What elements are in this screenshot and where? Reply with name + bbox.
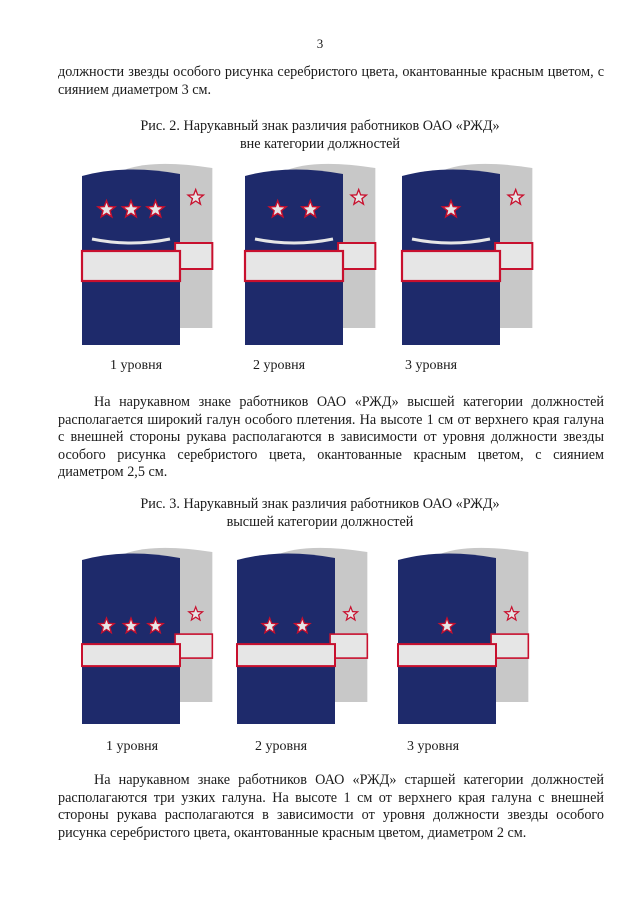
intro-paragraph: должности звезды особого рисунка серебристого цвета, окантованные красным цветом, с сиянием диаметром 3 см. — [58, 64, 604, 98]
figure2-level-1: 1 уровня — [110, 358, 163, 373]
paragraph-higher-category: На нарукавном знаке работников ОАО «РЖД» высшей категории должностей располагается широкий галун особого плетения. На высоте 1 см от верхнего края галуна с внешней стороны рукава располагаются в зависимости от уровня должности звезды особого рисунка серебристого цвета, окантованные красным цветом, с сиянием диаметром 2,5 см. — [58, 394, 604, 481]
sleeve-patch-3 — [402, 164, 532, 345]
figure3-level-2: 2 уровня — [255, 739, 308, 754]
figure3-caption-line1: Рис. 3. Нарукавный знак различия работников ОАО «РЖД» — [140, 496, 500, 512]
sleeve-patch-2 — [245, 164, 375, 345]
figure3-patches — [0, 540, 640, 725]
front-patch — [398, 553, 496, 724]
narrow-galloon — [398, 644, 496, 666]
figure2-patches — [0, 150, 640, 345]
figure3-caption-line2: высшей категории должностей — [226, 513, 414, 530]
narrow-galloon — [82, 644, 180, 666]
figure2-caption-line1: Рис. 2. Нарукавный знак различия работников ОАО «РЖД» — [140, 118, 500, 134]
wide-galloon — [82, 251, 180, 281]
front-patch — [82, 553, 180, 724]
figure3-level-3: 3 уровня — [407, 739, 460, 754]
page-number: 3 — [316, 36, 324, 51]
figure2-caption — [0, 118, 640, 153]
wide-galloon — [402, 251, 500, 281]
sleeve-patch-1 — [82, 164, 212, 345]
wide-galloon — [245, 251, 343, 281]
front-patch — [237, 553, 335, 724]
sleeve-patch-1 — [82, 548, 212, 724]
figure3-level-1: 1 уровня — [106, 739, 159, 754]
paragraph-senior-category: На нарукавном знаке работников ОАО «РЖД» старшей категории должностей располагаются три узких галуна. На высоте 1 см от верхнего края галуна с внешней стороны рукава располагаются в зависимости от уровня должности звезды особого рисунка серебристого цвета, окантованные красным цветом, диаметром 2 см. — [58, 772, 604, 841]
figure2-level-2: 2 уровня — [253, 358, 306, 373]
figure3-caption — [0, 496, 640, 531]
sleeve-patch-3 — [398, 548, 528, 724]
figure2-level-3: 3 уровня — [405, 358, 458, 373]
figure2-caption-line2: вне категории должностей — [239, 135, 401, 152]
narrow-galloon — [237, 644, 335, 666]
sleeve-patch-2 — [237, 548, 367, 724]
